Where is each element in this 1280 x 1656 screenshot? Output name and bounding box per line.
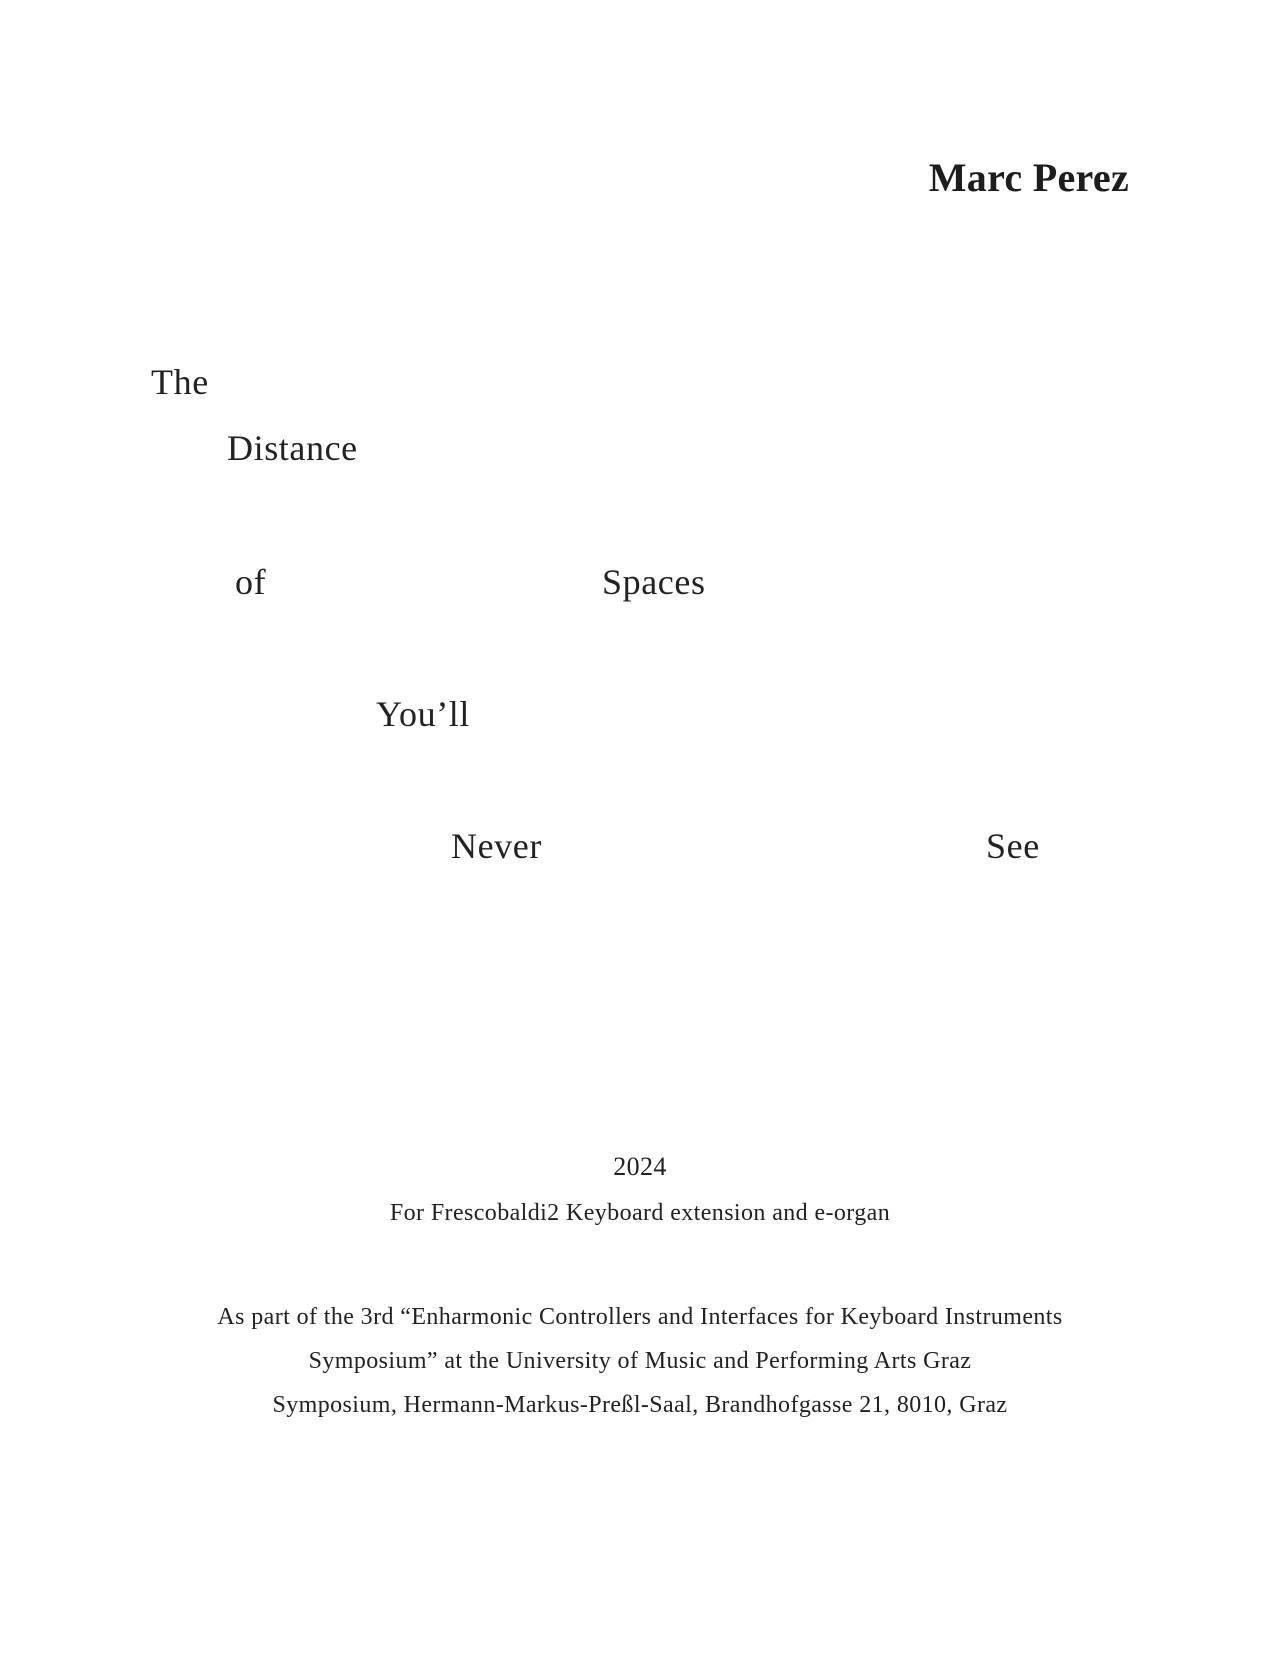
title-word-never: Never bbox=[451, 826, 542, 866]
occasion-line: Symposium, Hermann-Markus-Preßl-Saal, Brandhofgasse 21, 8010, Graz bbox=[272, 1392, 1008, 1418]
occasion-line: Symposium” at the University of Music and Performing Arts Graz bbox=[308, 1348, 972, 1374]
composition-year: 2024 bbox=[613, 1152, 667, 1181]
title-word-the: The bbox=[151, 362, 209, 402]
title-word-see: See bbox=[986, 826, 1040, 866]
occasion-block bbox=[0, 1295, 1280, 1427]
title-word-of: of bbox=[235, 562, 267, 602]
title-word-distance: Distance bbox=[227, 428, 358, 468]
title-word-spaces: Spaces bbox=[602, 562, 706, 602]
occasion-line: As part of the 3rd “Enharmonic Controllers and Interfaces for Keyboard Instruments bbox=[217, 1304, 1063, 1330]
composer-name: Marc Perez bbox=[928, 155, 1129, 200]
instrumentation: For Frescobaldi2 Keyboard extension and e-organ bbox=[389, 1200, 891, 1226]
title-word-youll: You’ll bbox=[376, 694, 470, 734]
